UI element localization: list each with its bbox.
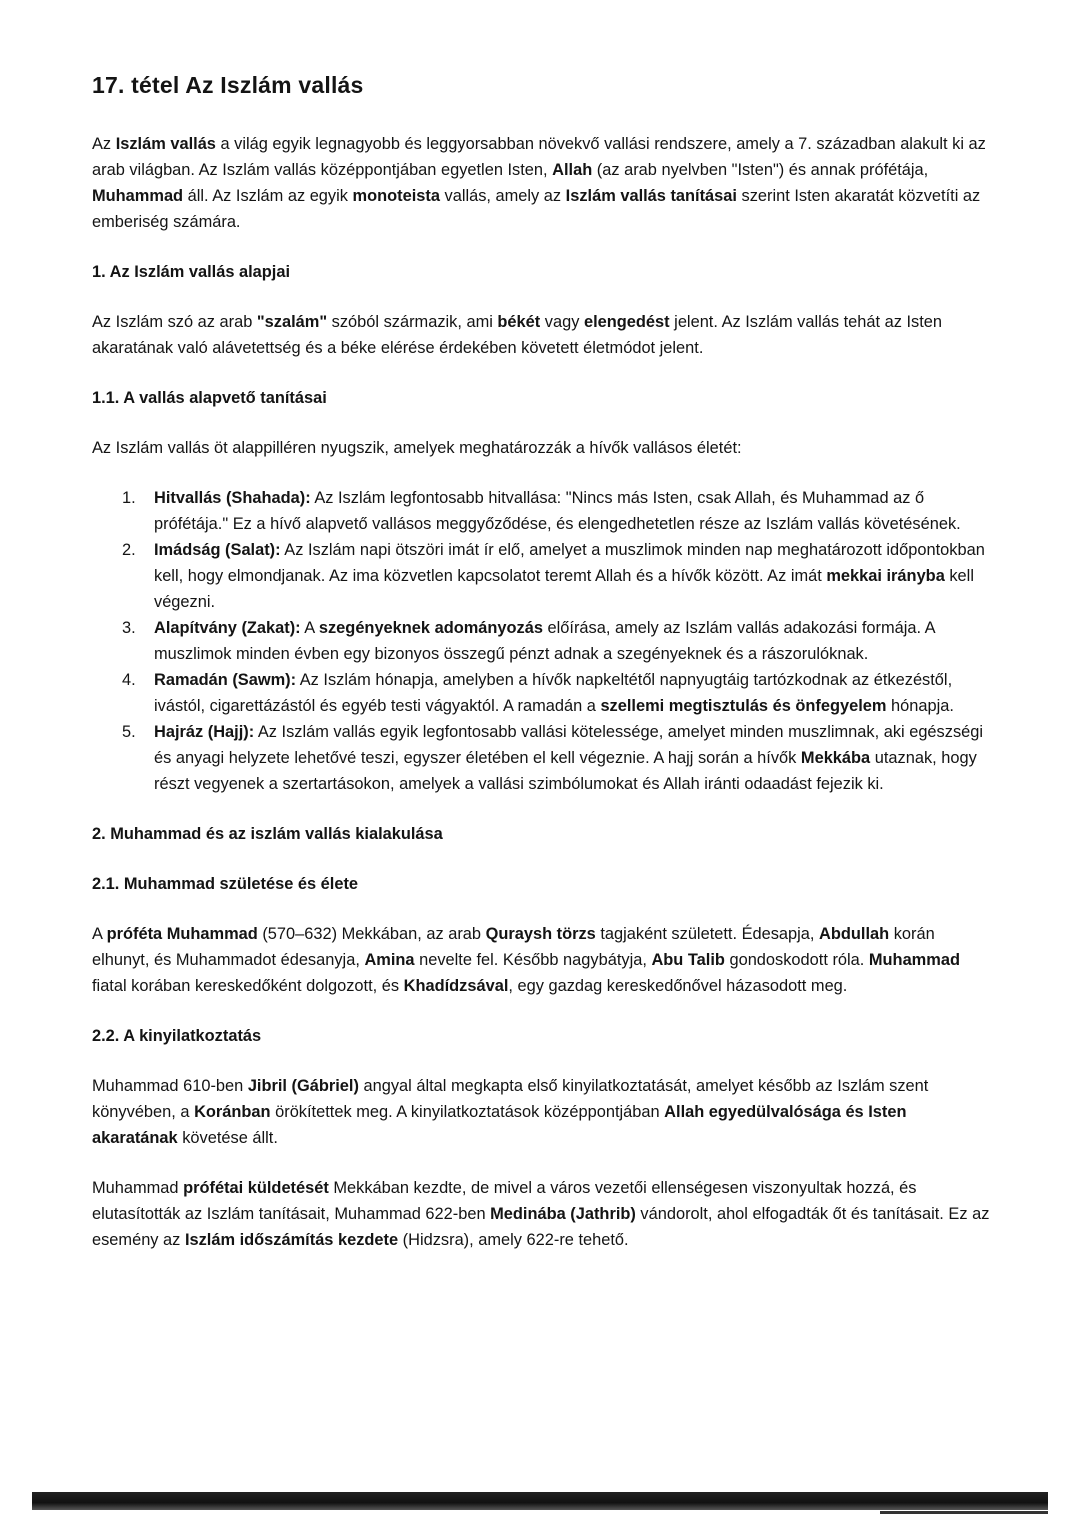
list-item <box>92 485 992 537</box>
section-2-heading: 2. Muhammad és az iszlám vallás kialakulása <box>92 825 443 843</box>
list-item-text: Ramadán (Sawm): Az Iszlám hónapja, amelyben a hívők napkeltétől napnyugtáig tartózkodnak az étkezéstől, ivástól, cigarettázástól és egyéb testi vágyaktól. A ramadán a szellemi megtisztulás és önfegyelem hónapja. <box>154 671 954 715</box>
scan-edge-bar <box>32 1492 1048 1510</box>
section-2-1-heading: 2.1. Muhammad születése és élete <box>92 875 359 893</box>
list-number: 5. <box>122 723 136 741</box>
list-item <box>92 615 992 667</box>
list-number: 3. <box>122 619 136 637</box>
document-page <box>92 72 992 1253</box>
list-number: 2. <box>122 541 136 559</box>
list-number: 4. <box>122 671 136 689</box>
list-number: 1. <box>122 489 136 507</box>
section-2-1-paragraph: A próféta Muhammad (570–632) Mekkában, az arab Quraysh törzs tagjaként született. Édesapja, Abdullah korán elhunyt, és Muhammadot édesanyja, Amina nevelte fel. Később nagybátyja, Abu Talib gondoskodott róla. Muhammad fiatal korában kereskedőként dolgozott, és Khadídzsával, egy gazdag kereskedőnővel házasodott meg. <box>92 925 960 995</box>
list-item-text: Imádság (Salat): Az Iszlám napi ötszöri imát ír elő, amelyet a muszlimok minden nap meghatározott időpontokban kell, hogy elmondjanak. Az ima közvetlen kapcsolatot teremt Allah és a hívők között. Az imát mekkai irányba kell végezni. <box>154 541 985 611</box>
list-item <box>92 667 992 719</box>
section-2-2-paragraph-2: Muhammad prófétai küldetését Mekkában kezdte, de mivel a város vezetői ellenségesen viszonyultak hozzá, és elutasították az Iszlám tanításait, Muhammad 622-ben Medinába (Jathrib) vándorolt, ahol elfogadták őt és tanításait. Ez az esemény az Iszlám időszámítás kezdete (Hidzsra), amely 622-re tehető. <box>92 1179 990 1249</box>
section-1-paragraph: Az Iszlám szó az arab "szalám" szóból származik, ami békét vagy elengedést jelent. Az Iszlám vallás tehát az Isten akaratának való alávetettség és a béke elérése érdekében követett életmódot jelent. <box>92 313 943 357</box>
intro-paragraph: Az Iszlám vallás a világ egyik legnagyobb és leggyorsabban növekvő vallási rendszere, amely a 7. században alakult ki az arab világban. Az Iszlám vallás középpontjában egyetlen Isten, Allah (az arab nyelvben "Isten") és annak prófétája, Muhammad áll. Az Iszlám az egyik monoteista vallás, amely az Iszlám vallás tanításai szerint Isten akaratát közvetíti az emberiség számára. <box>92 135 986 231</box>
list-item <box>92 719 992 797</box>
pillars-list <box>92 485 992 797</box>
section-2-2-heading: 2.2. A kinyilatkoztatás <box>92 1027 262 1045</box>
list-item-text: Hajráz (Hajj): Az Iszlám vallás egyik legfontosabb vallási kötelessége, amelyet minden muszlimnak, aki egészségi és anyagi helyzete lehetővé teszi, egyszer életében el kell végeznie. A hajj során a hívők Mekkába utaznak, hogy részt vegyenek a szertartásokon, amelyek a vallási szimbólumokat és Allah iránti odaadást fejezik ki. <box>154 723 984 793</box>
section-1-heading: 1. Az Iszlám vallás alapjai <box>92 263 291 281</box>
list-item <box>92 537 992 615</box>
section-1-1-heading: 1.1. A vallás alapvető tanításai <box>92 389 327 407</box>
section-2-2-paragraph-1: Muhammad 610-ben Jibril (Gábriel) angyal által megkapta első kinyilatkoztatását, amelyet később az Iszlám szent könyvében, a Koránban örökítettek meg. A kinyilatkoztatások középpontjában Allah egyedülvalósága és Isten akaratának követése állt. <box>92 1077 929 1147</box>
scan-edge-line <box>880 1511 1048 1514</box>
list-item-text: Hitvallás (Shahada): Az Iszlám legfontosabb hitvallása: "Nincs más Isten, csak Allah, és Muhammad az ő prófétája." Ez a hívő alapvető vallásos meggyőződése, és elengedhetetlen része az Iszlám vallás követésének. <box>154 489 961 533</box>
section-1-1-paragraph: Az Iszlám vallás öt alappilléren nyugszik, amelyek meghatározzák a hívők vallásos életét: <box>92 439 742 457</box>
list-item-text: Alapítvány (Zakat): A szegényeknek adományozás előírása, amely az Iszlám vallás adakozási formája. A muszlimok minden évben egy bizonyos összegű pénzt adnak a szegényeknek és a rászorulóknak. <box>154 619 935 663</box>
document-title: 17. tétel Az Iszlám vallás <box>92 72 364 98</box>
